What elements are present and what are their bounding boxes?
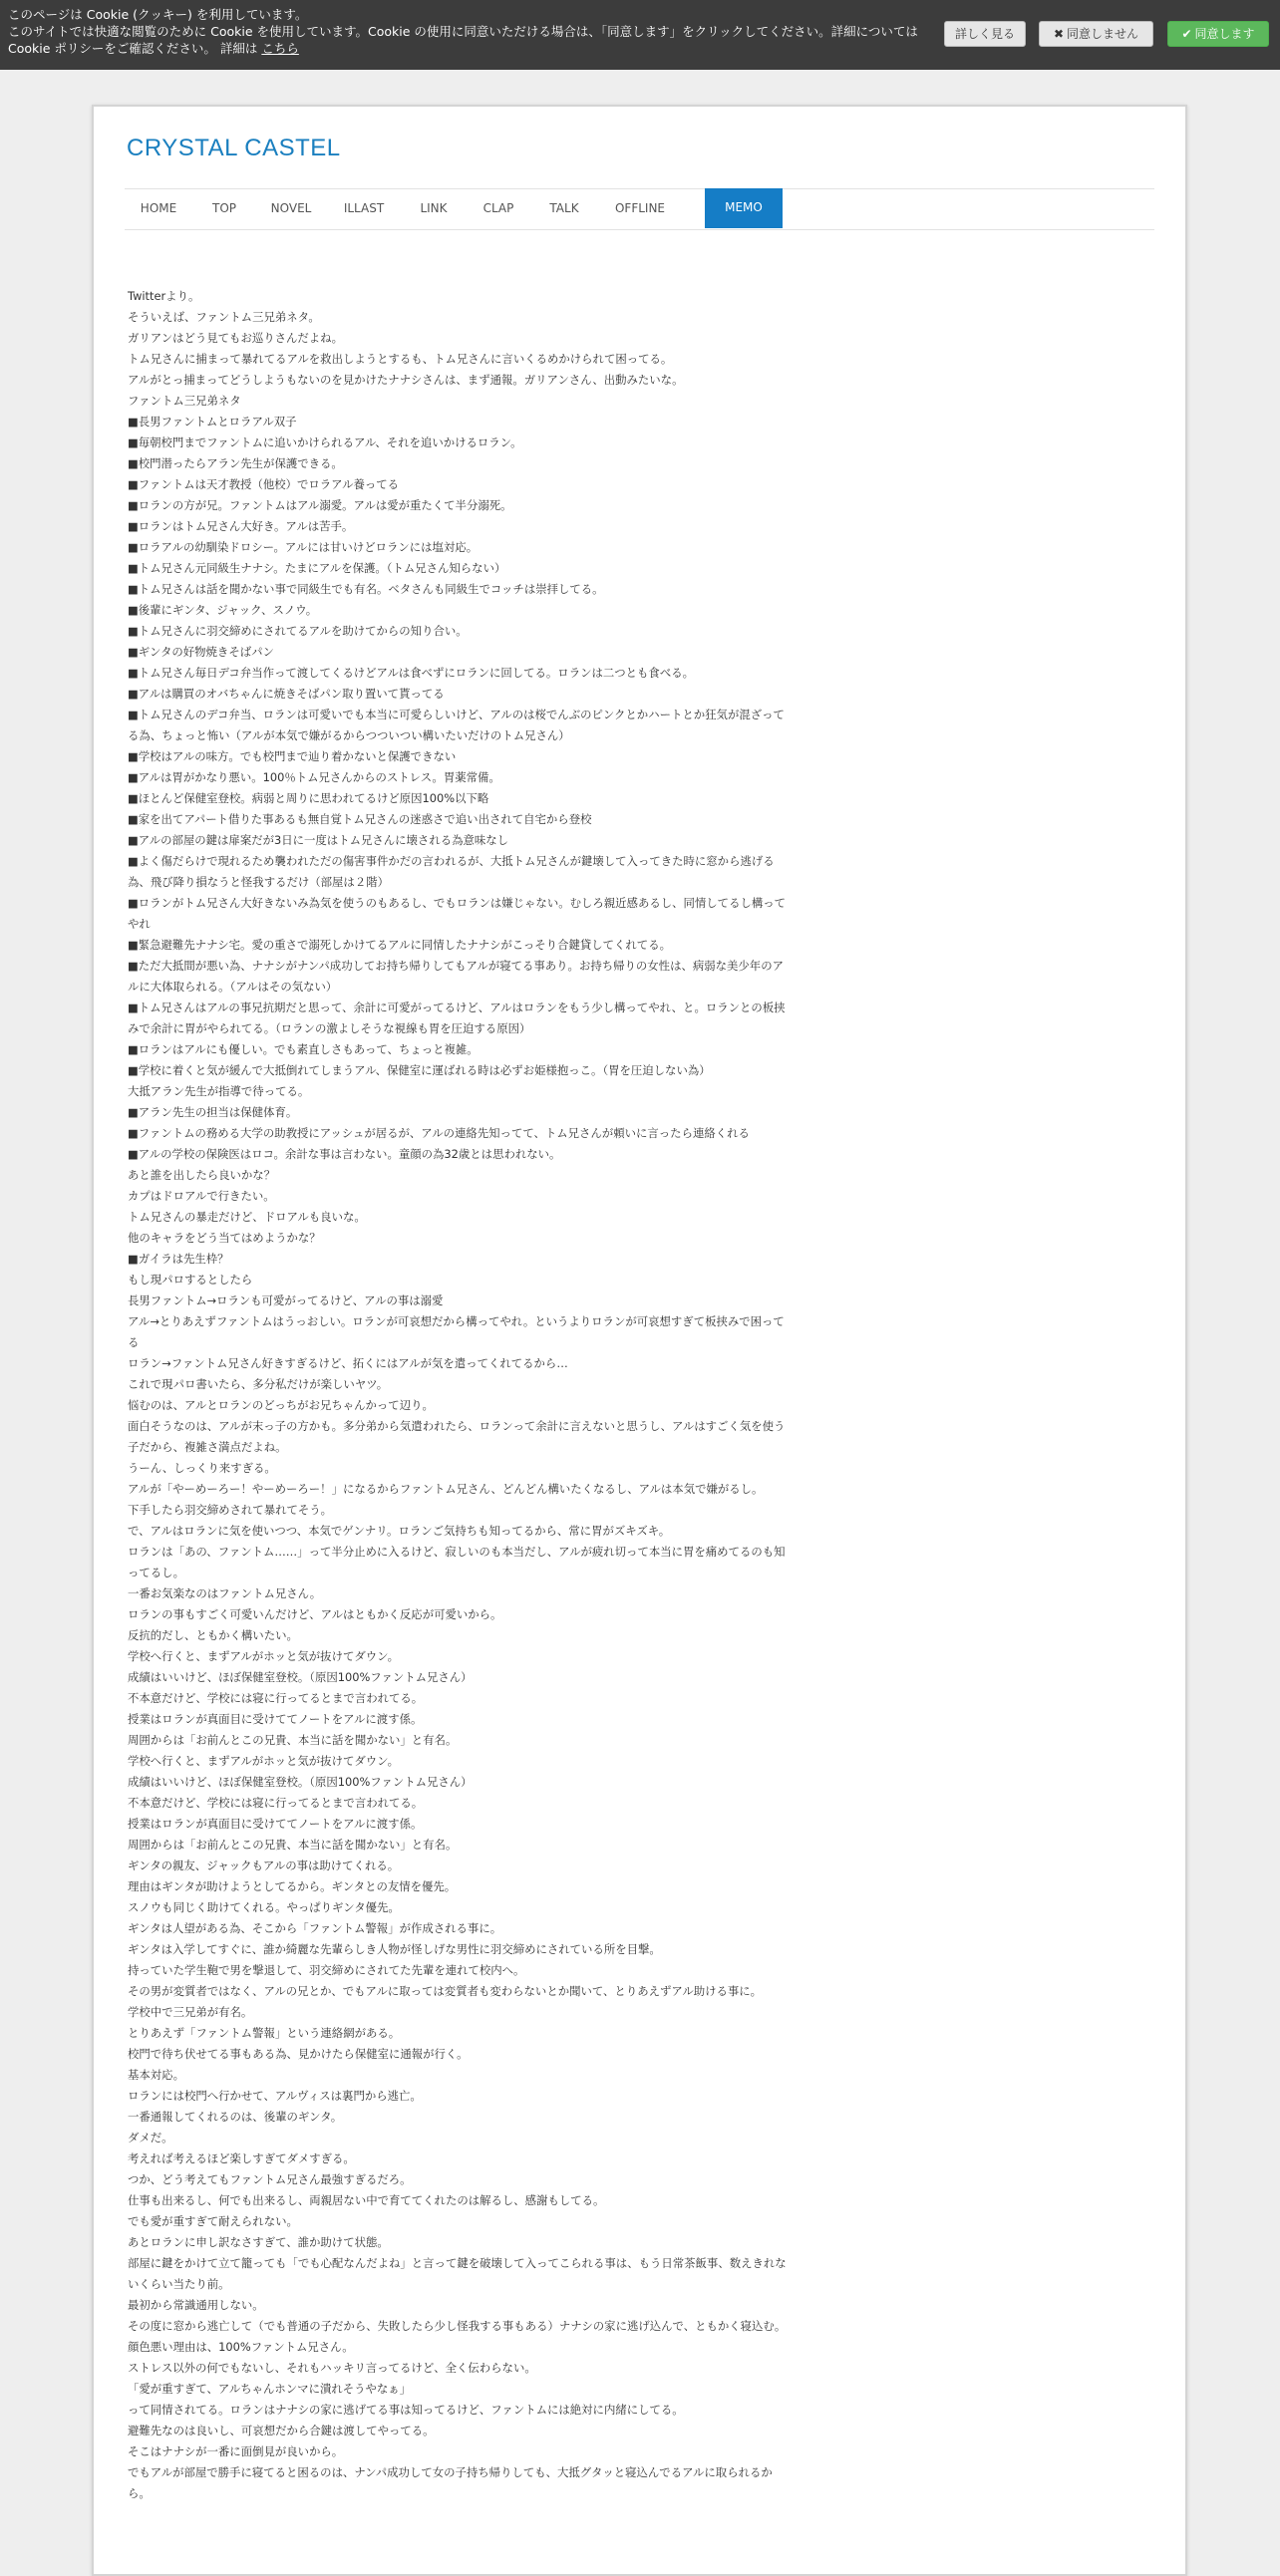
article-line: 避難先なのは良いし、可哀想だから合鍵は渡してやってる。 [128, 2424, 435, 2437]
article-line: ■ほとんど保健室登校。病弱と周りに思われてるけど原因100%以下略 [128, 791, 489, 805]
article-line: 学校へ行くと、まずアルがホッと気が抜けてダウン。 [128, 1649, 400, 1663]
article-line: あとロランに申し訳なさすぎて、誰か助けて状態。 [128, 2235, 389, 2249]
article-line: あと誰を出したら良いかな？ [128, 1168, 276, 1182]
nav-memo[interactable]: MEMO [705, 188, 783, 228]
cookie-message [8, 6, 935, 57]
article-line: そういえば、ファントム三兄弟ネタ。 [128, 310, 320, 324]
article-line: ガリアンはどう見てもお巡りさんだよね。 [128, 331, 343, 345]
article-line: 最初から常識通用しない。 [128, 2298, 264, 2312]
nav-clap[interactable]: CLAP [482, 201, 514, 215]
article-line: 悩むのは、アルとロランのどっちがお兄ちゃんかって辺り。 [128, 1398, 434, 1412]
article-line: ■ファントムは天才教授（他校）でロラアル養ってる [128, 477, 400, 491]
article-line: アル→とりあえずファントムはうっおしい。ロランが可哀想だから構ってやれ。というよりロランが可哀想すぎて板挟みで困ってる [128, 1314, 785, 1349]
article-line: 学校へ行くと、まずアルがホッと気が抜けてダウン。 [128, 1754, 400, 1768]
article-line: Twitterより。 [128, 289, 200, 303]
article-line: 大抵アラン先生が指導で待ってる。 [128, 1084, 310, 1098]
article-line: 学校中で三兄弟が有名。 [128, 2005, 253, 2019]
article-line: 持っていた学生鞄で男を撃退して、羽交締めにされてた先輩を連れて校内へ。 [128, 1963, 525, 1977]
article-line: ■トム兄さんのデコ弁当、ロランは可愛いでも本当に可愛らしいけど、アルのは桜でんぶのピンクとかハートとか狂気が混ざってる為、ちょっと怖い（アルが本気で嫌がるからつついつい構いたいだけのトム兄さん） [128, 708, 785, 742]
article-line: ■トム兄さんに羽交締めにされてるアルを助けてからの知り合い。 [128, 624, 468, 638]
article-line: 授業はロランが真面目に受けててノートをアルに渡す係。 [128, 1712, 423, 1726]
article-line: ■ロランがトム兄さん大好きないみ為気を使うのもあるし、でもロランは嫌じゃない。むしろ親近感あるし、同情してるし構ってやれ [128, 896, 787, 931]
agree-label: 同意します [1194, 27, 1255, 41]
article-line: アルがとっ捕まってどうしようもないのを見かけたナナシさんは、まず通報。ガリアンさん、出動みたいな。 [128, 373, 684, 387]
more-details-label: 詳しく見る [954, 27, 1015, 41]
article-line: トム兄さんの暴走だけど、ドロアルも良いな。 [128, 1210, 366, 1224]
article-line: ロラン→ファントム兄さん好きすぎるけど、拓くにはアルが気を遣ってくれてるから… [128, 1356, 568, 1370]
article-line: 成績はいいけど、ほぼ保健室登校。（原因100%ファントム兄さん） [128, 1670, 473, 1684]
article-line: ■アルの学校の保険医はロコ。余計な事は言わない。童顔の為32歳とは思われない。 [128, 1147, 561, 1161]
site-title[interactable]: CRYSTAL CASTEL [127, 135, 341, 161]
nav-top[interactable]: TOP [211, 201, 236, 215]
article-line: スノウも同じく助けてくれる。やっぱりギンタ優先。 [128, 1900, 400, 1914]
article-line: 理由はギンタが助けようとしてるから。ギンタとの友情を優先。 [128, 1879, 457, 1893]
article-line: 下手したら羽交締めされて暴れてそう。 [128, 1503, 333, 1517]
article-line: ■ただ大抵間が悪い為、ナナシがナンパ成功してお持ち帰りしてもアルが寝てる事あり。お持ち帰りの女性は、病弱な美少年のアルに大体取られる。（アルはその気ない） [128, 959, 784, 994]
cookie-text: このページは Cookie (クッキー) を利用しています。 このサイトでは快適な閲覧のために Cookie を使用しています。Cookie の使用に同意いただける場合は、「同意します」をクリックしてください。詳細については Cookie ポリシーをご確認ください。 詳細は [8, 7, 918, 56]
article-line: アルが「やーめーろー！やーめーろー！」になるからファントム兄さん、どんどん構いたくなるし、アルは本気で嫌がるし。 [128, 1482, 764, 1496]
article-line: その度に窓から逃亡して（でも普通の子だから、失敗したら少し怪我する事もある）ナナシの家に逃げ込んで、ともかく寝込む。 [128, 2319, 787, 2333]
article-line: ■毎朝校門までファントムに追いかけられるアル、それを追いかけるロラン。 [128, 435, 522, 449]
article-line: 基本対応。 [128, 2068, 184, 2082]
nav-link[interactable]: LINK [420, 201, 448, 215]
article-line: 一番通報してくれるのは、後輩のギンタ。 [128, 2110, 343, 2124]
article-line: ■ロランはアルにも優しい。でも素直しさもあって、ちょっと複雑。 [128, 1042, 479, 1056]
article-line: 面白そうなのは、アルが末っ子の方かも。多分弟から気遣われたら、ロランって余計に言えないと思うし、アルはすごく気を使う子だから、複雑さ満点だよね。 [128, 1419, 786, 1454]
article-line: ■ファントムの務める大学の助教授にアッシュが居るが、アルの連絡先知ってて、トム兄さんが頼いに言ったら連絡くれる [128, 1126, 750, 1140]
nav-offline[interactable]: OFFLINE [614, 201, 666, 215]
nav-talk[interactable]: TALK [549, 201, 579, 215]
article-line: ■長男ファントムとロラアル双子 [128, 415, 297, 429]
article-line: ■よく傷だらけで現れるため襲われただの傷害事件かだの言われるが、大抵トム兄さんが鍵壊して入ってきた時に窓から逃げる為、飛び降り損なうと怪我するだけ（部屋は２階） [128, 854, 775, 889]
decline-button[interactable] [1039, 21, 1153, 47]
article-line: 授業はロランが真面目に受けててノートをアルに渡す係。 [128, 1817, 423, 1831]
article-line: 「愛が重すぎて、アルちゃんホンマに潰れそうやなぁ」 [128, 2382, 412, 2396]
article-line: 考えれば考えるほど楽しすぎてダメすぎる。 [128, 2151, 355, 2165]
article-line: つか、どう考えてもファントム兄さん最強すぎるだろ。 [128, 2172, 412, 2186]
article-line: でも愛が重すぎて耐えられない。 [128, 2214, 298, 2228]
article-line: ■学校はアルの味方。でも校門まで辿り着かないと保護できない [128, 749, 457, 763]
article-line: トム兄さんに捕まって暴れてるアルを救出しようとするも、トム兄さんに言いくるめかけられて困ってる。 [128, 352, 673, 366]
article-line: これで現パロ書いたら、多分私だけが楽しいヤツ。 [128, 1377, 389, 1391]
article-line: 一番お気楽なのはファントム兄さん。 [128, 1586, 322, 1600]
article-line: とりあえず「ファントム警報」という連絡網がある。 [128, 2026, 401, 2040]
article-line: ■緊急避難先ナナシ宅。愛の重さで溺死しかけてるアルに同情したナナシがこっそり合鍵貸してくれてる。 [128, 938, 671, 952]
nav-novel[interactable]: NOVEL [270, 201, 312, 215]
memo-article [128, 286, 791, 2504]
article-line: ストレス以外の何でもないし、それもハッキリ言ってるけど、全く伝わらない。 [128, 2361, 536, 2375]
article-line: カプはドロアルで行きたい。 [128, 1189, 275, 1203]
article-line: 他のキャラをどう当てはめようかな？ [128, 1231, 321, 1245]
article-line: ロランの事もすごく可愛いんだけど、アルはともかく反応が可愛いから。 [128, 1607, 502, 1621]
article-line: ■ロラアルの幼馴染ドロシー。アルには甘いけどロランには塩対応。 [128, 540, 479, 554]
article-line: でもアルが部屋で勝手に寝てると困るのは、ナンパ成功して女の子持ち帰りしても、大抵グタッと寝込んでるアルに取られるから。 [128, 2465, 773, 2500]
cookie-policy-link[interactable]: こちら [261, 41, 299, 56]
page-card [92, 105, 1187, 2576]
article-line: 長男ファントム→ロランも可愛がってるけど、アルの事は溺愛 [128, 1293, 444, 1307]
agree-button[interactable] [1167, 21, 1269, 47]
more-details-button[interactable] [944, 21, 1026, 47]
article-line: ■ロランの方が兄。ファントムはアル溺愛。アルは愛が重たくて半分溺死。 [128, 498, 512, 512]
article-line: ■ギンタの好物焼きそばパン [128, 645, 274, 659]
article-line: って同情されてる。ロランはナナシの家に逃げてる事は知ってるけど、ファントムには絶対に内緒にしてる。 [128, 2403, 684, 2417]
article-line: ■アラン先生の担当は保健体育。 [128, 1105, 298, 1119]
article-line: ロランには校門へ行かせて、アルヴィスは裏門から逃亡。 [128, 2089, 422, 2103]
article-line: 仕事も出来るし、何でも出来るし、両親居ない中で育ててくれたのは解るし、感謝もしてる。 [128, 2193, 605, 2207]
article-line: ■アルは胃がかなり悪い。100％トム兄さんからのストレス。胃薬常備。 [128, 770, 500, 784]
article-line: ■校門潜ったらアラン先生が保護できる。 [128, 456, 343, 470]
article-line: ■学校に着くと気が緩んで大抵倒れてしまうアル、保健室に運ばれる時は必ずお姫様抱っこ。（胃を圧迫しない為） [128, 1063, 711, 1077]
article-line: ■家を出てアパート借りた事あるも無自覚トム兄さんの迷惑さで追い出されて自宅から登校 [128, 812, 592, 826]
article-line: 周囲からは「お前んとこの兄貴、本当に話を聞かない」と有名。 [128, 1838, 458, 1852]
article-line: 顔色悪い理由は、100%ファントム兄さん。 [128, 2340, 354, 2354]
close-icon: ✖ [1053, 27, 1065, 41]
article-line: ギンタの親友、ジャックもアルの事は助けてくれる。 [128, 1859, 400, 1872]
main-nav [125, 188, 1154, 230]
article-line: ■トム兄さんはアルの事兄抗期だと思って、余計に可愛がってるけど、アルはロランをもう少し構ってやれ、と。ロランとの板挟みで余計に胃がやられてる。（ロランの激よしそうな視線も胃を圧迫する原因） [128, 1001, 786, 1035]
article-line: その男が変質者ではなく、アルの兄とか、でもアルに取っては変質者も変わらないとか聞いて、とりあえずアル助ける事に。 [128, 1984, 763, 1998]
article-line: 反抗的だし、ともかく構いたい。 [128, 1628, 298, 1642]
article-line: ファントム三兄弟ネタ [128, 394, 241, 408]
cookie-consent-bar [0, 0, 1280, 70]
article-line: ■後輩にギンタ、ジャック、スノウ。 [128, 603, 318, 617]
article-line: 不本意だけど、学校には寝に行ってるとまで言われてる。 [128, 1796, 424, 1810]
check-icon: ✔ [1181, 27, 1192, 41]
article-line: ロランは「あの、ファントム……」って半分止めに入るけど、寂しいのも本当だし、アルが疲れ切って本当に胃を痛めてるのも知ってるし。 [128, 1545, 786, 1579]
article-line: ギンタは入学してすぐに、誰か綺麗な先輩らしき人物が怪しげな男性に羽交締めにされている所を目撃。 [128, 1942, 661, 1956]
nav-home[interactable]: HOME [140, 201, 177, 215]
article-line: ■トム兄さんは話を聞かない事で同級生でも有名。ベタさんも同級生でコッチは崇拝してる。 [128, 582, 604, 596]
article-line: もし現パロするとしたら [128, 1273, 253, 1287]
article-line: ■アルは購買のオバちゃんに焼きそばパン取り置いて貰ってる [128, 687, 445, 701]
article-line: ■アルの部屋の鍵は扉案だが3日に一度はトム兄さんに壊される為意味なし [128, 833, 509, 847]
nav-illast[interactable]: ILLAST [343, 201, 385, 215]
article-line: 校門で待ち伏せてる事もある為、見かけたら保健室に通報が行く。 [128, 2047, 469, 2061]
article-line: 成績はいいけど、ほぼ保健室登校。（原因100%ファントム兄さん） [128, 1775, 473, 1789]
article-line: ■トム兄さん毎日デコ弁当作って渡してくるけどアルは食べずにロランに回してる。ロランは二つとも食べる。 [128, 666, 694, 680]
article-line: ■トム兄さん元同級生ナナシ。たまにアルを保護。（トム兄さん知らない） [128, 561, 506, 575]
article-line: 不本意だけど、学校には寝に行ってるとまで言われてる。 [128, 1691, 424, 1705]
article-line: 部屋に鍵をかけて立て籠っても「でも心配なんだよね」と言って鍵を破壊して入ってこられる事は、もう日常茶飯事、数えきれないくらい当たり前。 [128, 2256, 787, 2291]
article-line: で、アルはロランに気を使いつつ、本気でゲンナリ。ロランご気持ちも知ってるから、常に胃がズキズキ。 [128, 1524, 671, 1538]
article-line: ギンタは人望がある為、そこから「ファントム警報」が作成される事に。 [128, 1921, 502, 1935]
article-line: ■ロランはトム兄さん大好き。アルは苦手。 [128, 519, 354, 533]
article-line: 周囲からは「お前んとこの兄貴、本当に話を聞かない」と有名。 [128, 1733, 458, 1747]
article-line: ダメだ。 [128, 2131, 173, 2145]
article-line: ■ガイラは先生枠？ [128, 1252, 229, 1266]
article-line: そこはナナシが一番に面倒見が良いから。 [128, 2444, 344, 2458]
decline-label: 同意しません [1067, 27, 1139, 41]
article-line: うーん、しっくり来すぎる。 [128, 1461, 276, 1475]
